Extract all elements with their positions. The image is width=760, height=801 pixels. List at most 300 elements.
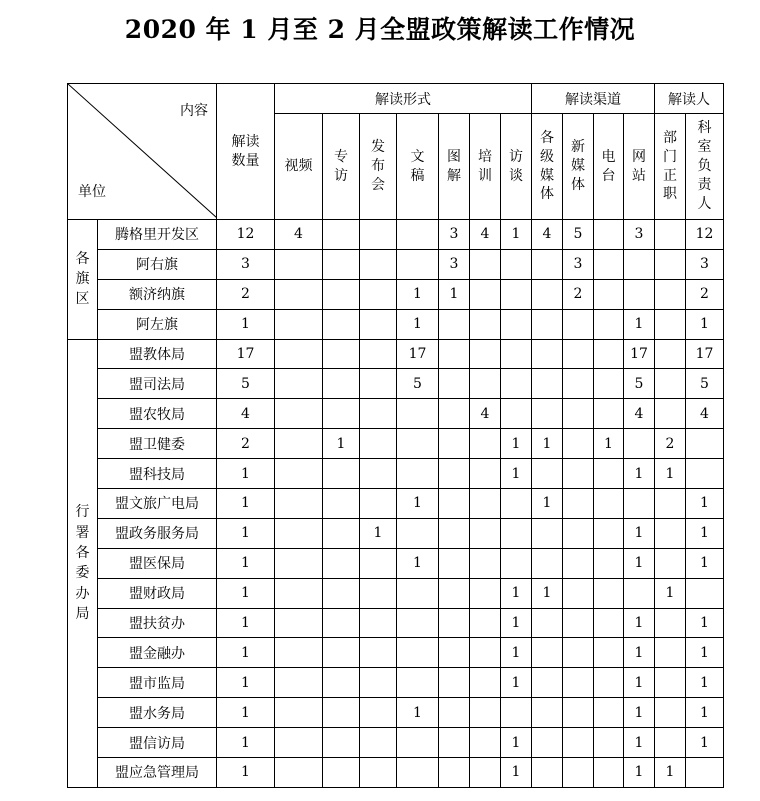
header-column-label: 培训: [478, 148, 492, 184]
table-row: [68, 548, 724, 578]
value-cell: 1: [501, 220, 532, 250]
value-cell: [439, 339, 470, 369]
value-cell: 1: [624, 459, 655, 489]
value-cell: [323, 728, 360, 758]
value-cell: [360, 758, 397, 788]
value-cell: [323, 578, 360, 608]
header-group-channel: 解读渠道: [532, 84, 655, 114]
value-cell: [594, 309, 624, 339]
value-cell: [275, 489, 323, 519]
value-cell: 1: [323, 429, 360, 459]
value-cell: [360, 638, 397, 668]
value-cell: 1: [655, 758, 686, 788]
value-cell: [470, 339, 501, 369]
value-cell: [501, 698, 532, 728]
header-column-label: 部门正职: [663, 129, 678, 203]
value-cell: 1: [686, 489, 724, 519]
value-cell: [323, 220, 360, 250]
header-column-label: 专访: [334, 148, 348, 184]
count-cell: 12: [217, 220, 275, 250]
value-cell: 4: [532, 220, 563, 250]
value-cell: 1: [501, 638, 532, 668]
value-cell: 1: [397, 279, 439, 309]
value-cell: [532, 399, 563, 429]
value-cell: [594, 638, 624, 668]
table-row: [68, 758, 724, 788]
header-column: [360, 114, 397, 220]
value-cell: [470, 578, 501, 608]
value-cell: [655, 698, 686, 728]
value-cell: [470, 698, 501, 728]
table-row: [68, 369, 724, 399]
value-cell: [397, 578, 439, 608]
value-cell: [594, 698, 624, 728]
value-cell: [323, 279, 360, 309]
value-cell: 5: [563, 220, 594, 250]
table-row: [68, 668, 724, 698]
value-cell: 1: [501, 608, 532, 638]
value-cell: [360, 459, 397, 489]
value-cell: 1: [686, 518, 724, 548]
value-cell: [323, 758, 360, 788]
value-cell: 1: [655, 459, 686, 489]
unit-name: 盟市监局: [98, 668, 217, 698]
value-cell: [275, 578, 323, 608]
header-column-label: 文稿: [410, 148, 425, 184]
value-cell: 12: [686, 220, 724, 250]
header-column-label: 各级媒体: [540, 129, 555, 203]
value-cell: [501, 548, 532, 578]
value-cell: [563, 489, 594, 519]
value-cell: [532, 339, 563, 369]
value-cell: 3: [563, 249, 594, 279]
header-column: [323, 114, 360, 220]
unit-name: 盟信访局: [98, 728, 217, 758]
value-cell: 1: [686, 728, 724, 758]
value-cell: 2: [655, 429, 686, 459]
value-cell: [594, 369, 624, 399]
value-cell: [563, 638, 594, 668]
table-row: [68, 399, 724, 429]
value-cell: 1: [686, 309, 724, 339]
value-cell: [360, 220, 397, 250]
count-cell: 1: [217, 459, 275, 489]
value-cell: [532, 548, 563, 578]
value-cell: [470, 249, 501, 279]
value-cell: [397, 758, 439, 788]
table-row: [68, 638, 724, 668]
value-cell: 1: [439, 279, 470, 309]
table-row: [68, 459, 724, 489]
value-cell: [655, 369, 686, 399]
value-cell: [594, 339, 624, 369]
value-cell: [686, 459, 724, 489]
value-cell: [594, 758, 624, 788]
value-cell: [360, 728, 397, 758]
value-cell: [532, 728, 563, 758]
value-cell: [563, 399, 594, 429]
value-cell: [439, 489, 470, 519]
value-cell: [275, 279, 323, 309]
value-cell: [397, 399, 439, 429]
value-cell: [439, 638, 470, 668]
value-cell: [594, 608, 624, 638]
header-group-person: 解读人: [655, 84, 724, 114]
unit-name: 盟财政局: [98, 578, 217, 608]
value-cell: [323, 249, 360, 279]
header-column: [624, 114, 655, 220]
header-count-label: 解读数量: [231, 133, 260, 169]
value-cell: 1: [397, 548, 439, 578]
group-label-cell: [68, 220, 98, 340]
value-cell: [563, 429, 594, 459]
value-cell: [501, 369, 532, 399]
value-cell: [397, 518, 439, 548]
value-cell: [275, 518, 323, 548]
value-cell: 1: [501, 429, 532, 459]
value-cell: 5: [397, 369, 439, 399]
value-cell: 1: [686, 698, 724, 728]
value-cell: [563, 668, 594, 698]
group-label-cell: [68, 339, 98, 787]
value-cell: [624, 489, 655, 519]
header-column: [532, 114, 563, 220]
unit-name: 盟文旅广电局: [98, 489, 217, 519]
value-cell: [275, 728, 323, 758]
header-group-form: 解读形式: [275, 84, 532, 114]
corner-header-cell: [68, 84, 217, 220]
count-cell: 1: [217, 698, 275, 728]
value-cell: 3: [439, 220, 470, 250]
value-cell: [360, 698, 397, 728]
value-cell: [323, 518, 360, 548]
header-column: [501, 114, 532, 220]
value-cell: [563, 548, 594, 578]
value-cell: 1: [501, 728, 532, 758]
value-cell: [323, 309, 360, 339]
value-cell: 1: [686, 668, 724, 698]
value-cell: [563, 728, 594, 758]
count-cell: 4: [217, 399, 275, 429]
value-cell: [470, 548, 501, 578]
value-cell: [501, 518, 532, 548]
value-cell: 17: [624, 339, 655, 369]
count-cell: 1: [217, 548, 275, 578]
value-cell: [532, 518, 563, 548]
value-cell: 2: [563, 279, 594, 309]
value-cell: [275, 399, 323, 429]
value-cell: [594, 220, 624, 250]
group-label: 各旗区: [75, 250, 90, 308]
unit-name: 盟水务局: [98, 698, 217, 728]
value-cell: [470, 668, 501, 698]
value-cell: [655, 489, 686, 519]
value-cell: [397, 668, 439, 698]
count-cell: 1: [217, 608, 275, 638]
value-cell: [275, 608, 323, 638]
value-cell: [275, 459, 323, 489]
header-column: [655, 114, 686, 220]
value-cell: [655, 339, 686, 369]
value-cell: 2: [686, 279, 724, 309]
value-cell: [594, 279, 624, 309]
value-cell: [470, 518, 501, 548]
value-cell: [439, 518, 470, 548]
value-cell: [439, 698, 470, 728]
value-cell: [323, 638, 360, 668]
value-cell: [439, 548, 470, 578]
table-row: [68, 429, 724, 459]
header-count: [217, 84, 275, 220]
value-cell: [624, 249, 655, 279]
value-cell: [532, 249, 563, 279]
header-column-label: 发布会: [371, 139, 385, 193]
value-cell: [532, 608, 563, 638]
value-cell: [655, 279, 686, 309]
value-cell: [323, 608, 360, 638]
value-cell: 1: [686, 608, 724, 638]
value-cell: 1: [624, 698, 655, 728]
count-cell: 1: [217, 638, 275, 668]
header-column-label: 科室负责人: [697, 120, 712, 212]
value-cell: 1: [397, 698, 439, 728]
value-cell: [563, 758, 594, 788]
value-cell: [532, 309, 563, 339]
header-column: [563, 114, 594, 220]
value-cell: [323, 698, 360, 728]
value-cell: [360, 489, 397, 519]
value-cell: [470, 758, 501, 788]
value-cell: [655, 638, 686, 668]
value-cell: [655, 249, 686, 279]
value-cell: 1: [624, 728, 655, 758]
unit-name: 盟医保局: [98, 548, 217, 578]
value-cell: [397, 249, 439, 279]
unit-name: 盟应急管理局: [98, 758, 217, 788]
value-cell: 3: [439, 249, 470, 279]
unit-name: 盟卫健委: [98, 429, 217, 459]
value-cell: [563, 369, 594, 399]
value-cell: [470, 728, 501, 758]
value-cell: [323, 548, 360, 578]
unit-name: 盟扶贫办: [98, 608, 217, 638]
corner-label-unit: 单位: [78, 184, 106, 200]
table-row: [68, 339, 724, 369]
table-row: [68, 518, 724, 548]
value-cell: [624, 429, 655, 459]
value-cell: [532, 668, 563, 698]
value-cell: [360, 608, 397, 638]
value-cell: 1: [397, 309, 439, 339]
unit-name: 盟政务服务局: [98, 518, 217, 548]
unit-name: 阿右旗: [98, 249, 217, 279]
value-cell: [501, 249, 532, 279]
header-column: [397, 114, 439, 220]
value-cell: [686, 578, 724, 608]
unit-name: 额济纳旗: [98, 279, 217, 309]
value-cell: [275, 309, 323, 339]
value-cell: [439, 578, 470, 608]
header-column-label: 电台: [601, 148, 616, 184]
value-cell: [360, 578, 397, 608]
value-cell: 1: [686, 638, 724, 668]
value-cell: [563, 698, 594, 728]
count-cell: 1: [217, 518, 275, 548]
value-cell: [470, 459, 501, 489]
header-column: [686, 114, 724, 220]
value-cell: [360, 279, 397, 309]
value-cell: [470, 638, 501, 668]
corner-label-content: 内容: [180, 103, 208, 119]
count-cell: 1: [217, 309, 275, 339]
value-cell: [360, 668, 397, 698]
value-cell: 1: [624, 668, 655, 698]
value-cell: [397, 220, 439, 250]
value-cell: [563, 518, 594, 548]
value-cell: [594, 459, 624, 489]
table-row: [68, 698, 724, 728]
table-row: [68, 728, 724, 758]
value-cell: [360, 309, 397, 339]
value-cell: 1: [501, 668, 532, 698]
value-cell: 5: [624, 369, 655, 399]
value-cell: [563, 459, 594, 489]
count-cell: 5: [217, 369, 275, 399]
value-cell: 1: [501, 758, 532, 788]
value-cell: [594, 399, 624, 429]
value-cell: [470, 429, 501, 459]
value-cell: [439, 429, 470, 459]
value-cell: [470, 369, 501, 399]
value-cell: [275, 548, 323, 578]
value-cell: 3: [624, 220, 655, 250]
value-cell: [655, 399, 686, 429]
value-cell: [439, 309, 470, 339]
table-row: [68, 489, 724, 519]
value-cell: [594, 518, 624, 548]
unit-name: 盟教体局: [98, 339, 217, 369]
header-column-label: 网站: [632, 148, 647, 184]
value-cell: [532, 638, 563, 668]
value-cell: 1: [532, 429, 563, 459]
value-cell: [470, 489, 501, 519]
header-column-label: 访谈: [509, 148, 523, 184]
table-row: [68, 578, 724, 608]
value-cell: [275, 698, 323, 728]
header-column: [439, 114, 470, 220]
value-cell: [532, 459, 563, 489]
value-cell: [686, 758, 724, 788]
value-cell: 1: [624, 548, 655, 578]
value-cell: 4: [470, 220, 501, 250]
value-cell: [323, 459, 360, 489]
value-cell: 1: [624, 309, 655, 339]
value-cell: [655, 518, 686, 548]
header-column-label: 图解: [447, 148, 461, 184]
value-cell: [501, 279, 532, 309]
value-cell: 1: [360, 518, 397, 548]
value-cell: [501, 489, 532, 519]
value-cell: [275, 638, 323, 668]
value-cell: [686, 429, 724, 459]
header-column: [470, 114, 501, 220]
value-cell: [655, 728, 686, 758]
value-cell: [624, 279, 655, 309]
value-cell: [439, 399, 470, 429]
unit-name: 盟科技局: [98, 459, 217, 489]
value-cell: [323, 668, 360, 698]
value-cell: [397, 459, 439, 489]
table-row: [68, 279, 724, 309]
value-cell: [397, 638, 439, 668]
value-cell: [397, 608, 439, 638]
value-cell: 1: [501, 459, 532, 489]
value-cell: [439, 668, 470, 698]
value-cell: [397, 429, 439, 459]
count-cell: 3: [217, 249, 275, 279]
count-cell: 2: [217, 429, 275, 459]
value-cell: [563, 339, 594, 369]
value-cell: [563, 309, 594, 339]
value-cell: [655, 309, 686, 339]
value-cell: [439, 369, 470, 399]
value-cell: [624, 578, 655, 608]
value-cell: [501, 399, 532, 429]
value-cell: [594, 578, 624, 608]
value-cell: 4: [686, 399, 724, 429]
count-cell: 17: [217, 339, 275, 369]
value-cell: 3: [686, 249, 724, 279]
value-cell: [470, 279, 501, 309]
header-column-label: 新媒体: [571, 139, 586, 193]
value-cell: [275, 429, 323, 459]
value-cell: 1: [624, 758, 655, 788]
value-cell: 5: [686, 369, 724, 399]
value-cell: [397, 728, 439, 758]
value-cell: [470, 608, 501, 638]
page-title: 2020 年 1 月至 2 月全盟政策解读工作情况: [124, 15, 636, 44]
value-cell: [532, 279, 563, 309]
count-cell: 1: [217, 758, 275, 788]
value-cell: [655, 548, 686, 578]
count-cell: 1: [217, 578, 275, 608]
value-cell: 17: [686, 339, 724, 369]
value-cell: 1: [624, 518, 655, 548]
value-cell: [532, 758, 563, 788]
value-cell: [594, 249, 624, 279]
value-cell: [501, 339, 532, 369]
group-label: 行署各委办局: [75, 504, 90, 622]
value-cell: 1: [532, 578, 563, 608]
header-column: [275, 114, 323, 220]
unit-name: 阿左旗: [98, 309, 217, 339]
count-cell: 1: [217, 728, 275, 758]
value-cell: [323, 369, 360, 399]
value-cell: 1: [624, 638, 655, 668]
value-cell: [360, 399, 397, 429]
value-cell: [470, 309, 501, 339]
value-cell: [360, 339, 397, 369]
unit-name: 腾格里开发区: [98, 220, 217, 250]
value-cell: [594, 489, 624, 519]
value-cell: 1: [594, 429, 624, 459]
value-cell: [501, 309, 532, 339]
value-cell: [439, 728, 470, 758]
value-cell: [439, 608, 470, 638]
unit-name: 盟司法局: [98, 369, 217, 399]
value-cell: [323, 399, 360, 429]
value-cell: [323, 339, 360, 369]
